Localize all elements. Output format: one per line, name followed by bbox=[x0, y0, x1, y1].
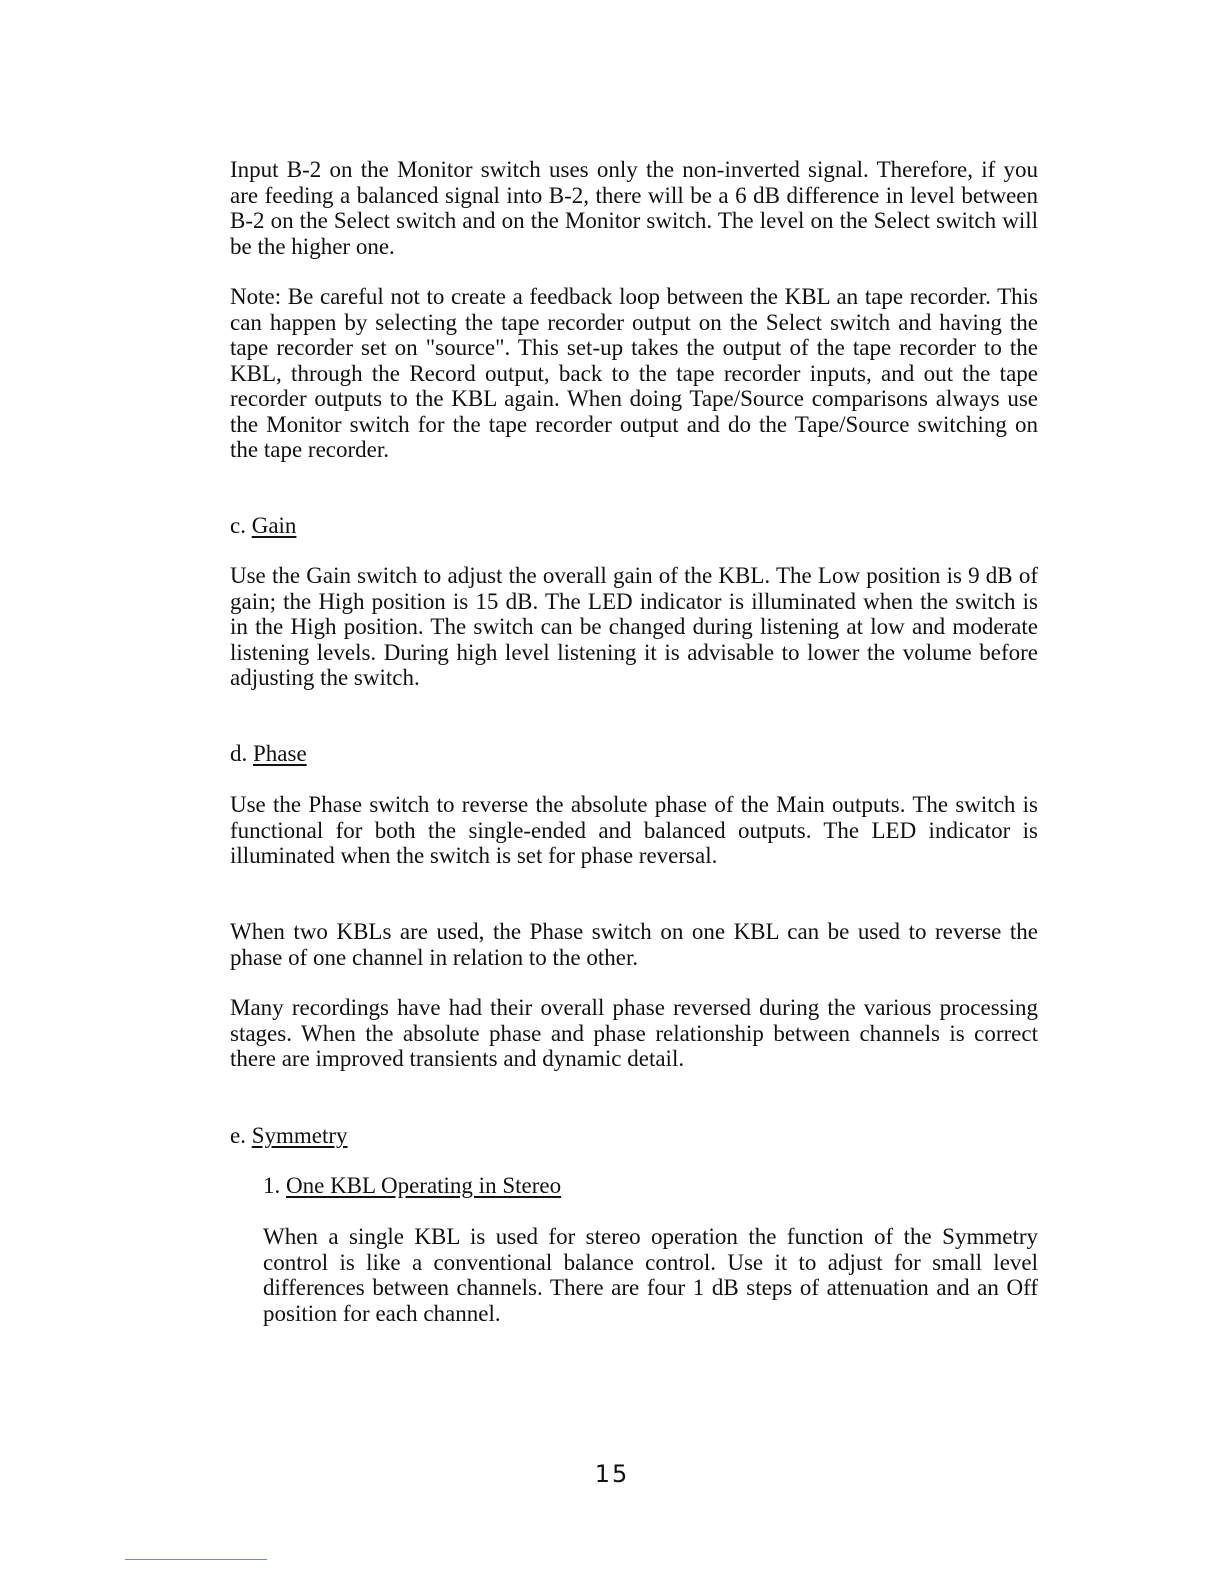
paragraph-monitor-input: Input B-2 on the Monitor switch uses only the non-inverted signal. Therefore, if you are feeding a balanced signal into B-2, there will be a 6 dB difference in level between B-2 on the Select switch and on the Monitor switch. The level on the Select switch will be the higher one. bbox=[230, 157, 1038, 259]
heading-symmetry bbox=[230, 1123, 348, 1149]
paragraph-two-kbls: When two KBLs are used, the Phase switch on one KBL can be used to reverse the phase of one channel in relation to the other. bbox=[230, 919, 1038, 970]
subheading-label: One KBL Operating in Stereo bbox=[286, 1173, 562, 1198]
paragraph-phase: Use the Phase switch to reverse the absolute phase of the Main outputs. The switch is functional for both the single-ended and balanced outputs. The LED indicator is illuminated when the switch is set for phase reversal. bbox=[230, 792, 1038, 868]
paragraph-symmetry-stereo: When a single KBL is used for stereo operation the function of the Symmetry control is like a conventional balance control. Use it to adjust for small level differences between channels. There are four 1 dB steps of attenuation and an Off position for each channel. bbox=[263, 1224, 1038, 1326]
heading-marker: c. bbox=[230, 513, 246, 538]
heading-label: Symmetry bbox=[251, 1123, 348, 1148]
heading-label: Gain bbox=[251, 513, 297, 538]
heading-gain bbox=[230, 513, 296, 539]
subheading-one-kbl-stereo bbox=[263, 1173, 561, 1199]
paragraph-gain: Use the Gain switch to adjust the overall gain of the KBL. The Low position is 9 dB of gain; the High position is 15 dB. The LED indicator is illuminated when the switch is in the High position. The switch can be changed during listening at low and moderate listening levels. During high level listening it is advisable to lower the volume before adjusting the switch. bbox=[230, 563, 1038, 690]
page-number: 15 bbox=[594, 1460, 630, 1488]
heading-label: Phase bbox=[253, 741, 307, 766]
paragraph-feedback-note: Note: Be careful not to create a feedback loop between the KBL an tape recorder. This can happen by selecting the tape recorder output on the Select switch and having the tape recorder set on "source". This set-up takes the output of the tape recorder to the KBL, through the Record output, back to the tape recorder inputs, and out the tape recorder outputs to the KBL again. When doing Tape/Source comparisons always use the Monitor switch for the tape recorder output and do the Tape/Source switching on the tape recorder. bbox=[230, 284, 1038, 462]
heading-marker: e. bbox=[230, 1123, 246, 1148]
heading-phase bbox=[230, 741, 307, 767]
paragraph-recordings: Many recordings have had their overall phase reversed during the various processing stages. When the absolute phase and phase relationship between channels is correct there are improved transients and dynamic detail. bbox=[230, 995, 1038, 1071]
heading-marker: d. bbox=[230, 741, 248, 766]
subheading-marker: 1. bbox=[263, 1173, 281, 1198]
footer-rule bbox=[125, 1559, 267, 1560]
